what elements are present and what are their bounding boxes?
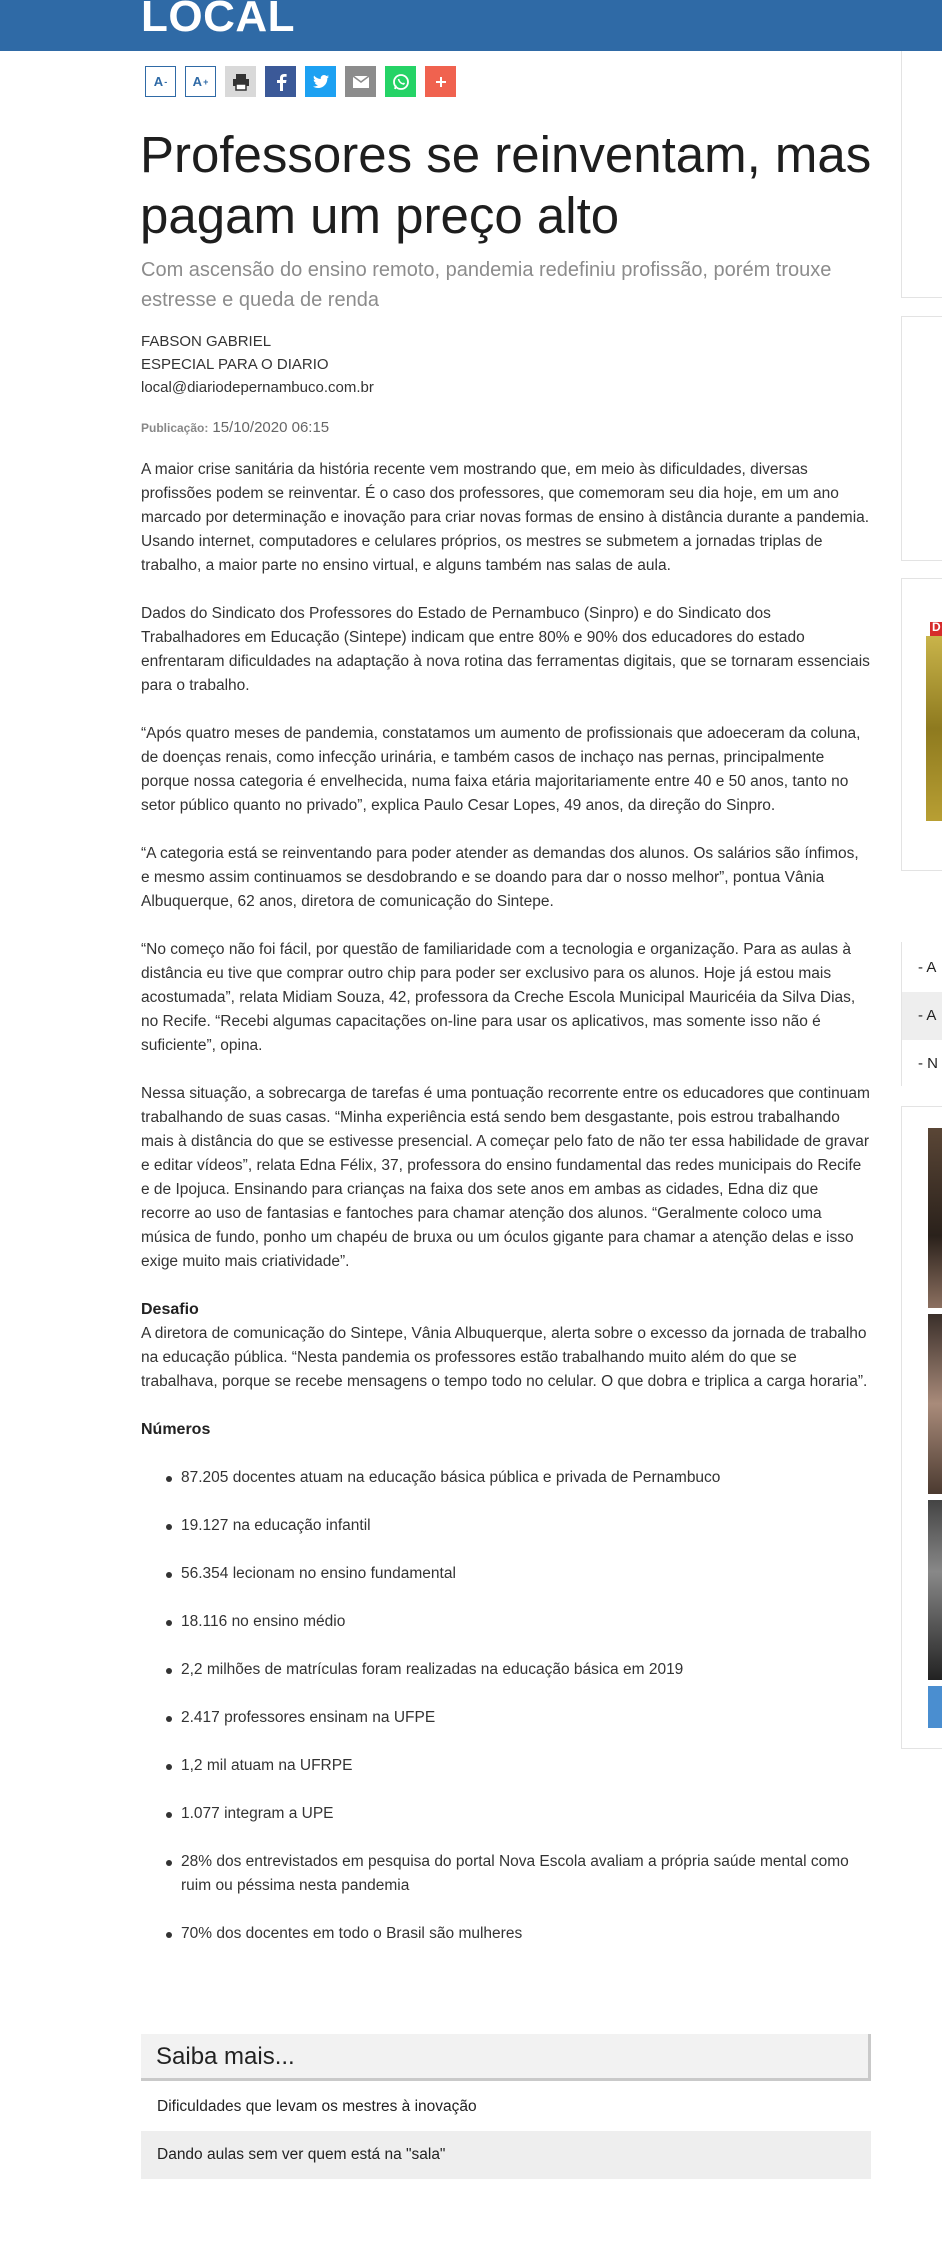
paragraph: A maior crise sanitária da história recente vem mostrando que, em meio às dificuldades, diversas profissões podem se reinventar. É o caso dos professores, que comemoram seu dia hoje, em um ano marcado por determinação e inovação para criar novas formas de ensino à distância durante a pandemia. Usando internet, computadores e celulares próprios, os mestres se submetem a jornadas triplas de trabalho, a maior parte no ensino virtual, e alguns também nas salas de aula. [141,461,870,574]
email-share-button[interactable] [345,66,376,97]
facebook-icon [274,73,288,91]
paragraph: Nessa situação, a sobrecarga de tarefas é uma pontuação recorrente entre os educadores que continuam trabalhando de suas casas. “Minha experiência está sendo bem desgastante, pois estrou trabalhando mais à distância do que se estivesse presencial. A começar pelo fato de não ter essa habilidade de gravar e editar vídeos”, relata Edna Félix, 37, professora do ensino fundamental das redes municipais do Recife e de Ipojuca. Ensinando para crianças na faixa dos sete anos em ambas as cidades, Edna diz que recorre ao uso de fantasias e fantoches para chamar atenção dos alunos. “Geralmente coloco uma música de fundo, ponho um chapéu de bruxa ou um óculos gigante para chamar a atenção delas e isso exige muito mais criatividade”. [141,1085,870,1270]
author-role: ESPECIAL PARA O DIARIO [141,356,329,373]
email-icon [353,76,369,88]
whatsapp-icon [392,73,410,91]
article-subtitle: Com ascensão do ensino remoto, pandemia redefiniu profissão, porém trouxe estresse e queda de renda [141,259,832,311]
publication-date [141,419,329,436]
paragraph: “A categoria está se reinventando para poder atender as demandas dos alunos. Os salários são ínfimos, e mesmo assim continuamos se desdobrando e se doando para dar o nosso melhor”, pontua Vânia Albuquerque, 62 anos, diretora de comunicação do Sintepe. [141,845,859,910]
sidebar-divider [901,1106,942,1107]
publication-label: Publicação: [141,421,209,435]
sidebar-red-label-text: D [932,620,941,634]
list-item: 2,2 milhões de matrículas foram realizadas na educação básica em 2019 [169,1658,871,1682]
sidebar-featured-image[interactable] [926,636,942,821]
section-title[interactable]: LOCAL [141,0,296,41]
sidebar-thumbnail[interactable] [928,1128,942,1308]
sidebar-border [901,1106,902,1748]
font-increase-suffix: + [203,76,209,87]
sidebar-border [901,316,902,560]
sidebar-divider [901,297,942,298]
numeros-list [141,1466,871,1946]
font-decrease-suffix: - [164,76,168,87]
author-email[interactable]: local@diariodepernambuco.com.br [141,379,374,396]
author-name: FABSON GABRIEL [141,333,272,350]
sidebar-divider [901,578,942,579]
list-item: 18.116 no ensino médio [169,1610,871,1634]
sidebar-thumbnail[interactable] [928,1500,942,1680]
saiba-mais-title: Saiba mais... [141,2034,871,2081]
print-icon [231,72,251,92]
sidebar-thumbnail[interactable] [928,1686,942,1728]
paragraph: “Após quatro meses de pandemia, constatamos um aumento de profissionais que adoeceram da coluna, de doenças renais, como infecção urinária, e também casos de inchaço nas pernas, principalmente porque nossa categoria é envelhecida, numa faixa etária majoritariamente entre 40 e 50 anos, tanto no setor público quanto no privado”, explica Paulo Cesar Lopes, 49 anos, da direção do Sinpro. [141,725,861,814]
article-headline: Professores se reinventam, mas pagam um preço alto [140,126,872,244]
paragraph: A diretora de comunicação do Sintepe, Vânia Albuquerque, alerta sobre o excesso da jornada de trabalho na educação pública. “Nesta pandemia os professores estão trabalhando muito além do que se trabalhava, porque se recebe mensagens o tempo todo no celular. O que dobra e triplica a carga horaria”. [141,1325,868,1390]
sidebar-border [901,578,902,870]
list-item: 70% dos docentes em todo o Brasil são mulheres [169,1922,871,1946]
print-button[interactable] [225,66,256,97]
paragraph: “No começo não foi fácil, por questão de familiaridade com a tecnologia e organização. Para as aulas à distância eu tive que comprar outro chip para poder ser exclusivo para os alunos. Hoje já estou mais acostumada”, relata Midiam Souza, 42, professora da Creche Escola Municipal Mauricéia da Silva Dias, no Recife. “Recebi algumas capacitações on-line para usar os aplicativos, mas somente isso não é suficiente”, opina. [141,941,856,1054]
facebook-share-button[interactable] [265,66,296,97]
list-item: 87.205 docentes atuam na educação básica pública e privada de Pernambuco [169,1466,871,1490]
font-decrease-label: A [153,74,164,89]
list-item: 2.417 professores ensinam na UFPE [169,1706,871,1730]
sidebar-divider [901,560,942,561]
list-item: 56.354 lecionam no ensino fundamental [169,1562,871,1586]
sidebar-link[interactable]: - A [902,992,942,1040]
paragraph: Dados do Sindicato dos Professores do Estado de Pernambuco (Sinpro) e do Sindicato dos Trabalhadores em Educação (Sintepe) indicam que entre 80% e 90% dos educadores do estado enfrentaram dificuldades na adaptação à nova rotina das ferramentas digitais, que se tornaram essenciais para o trabalho. [141,605,870,694]
sidebar-border [901,51,902,297]
whatsapp-share-button[interactable] [385,66,416,97]
font-increase-button[interactable] [185,66,216,97]
more-share-button[interactable] [425,66,456,97]
sidebar-link[interactable]: - A [918,959,937,976]
sidebar-divider [901,316,942,317]
twitter-icon [312,74,330,90]
saiba-mais-link[interactable]: Dificuldades que levam os mestres à inovação [141,2083,871,2131]
list-item: 1,2 mil atuam na UFRPE [169,1754,871,1778]
twitter-share-button[interactable] [305,66,336,97]
saiba-mais-link[interactable]: Dando aulas sem ver quem está na "sala" [141,2131,871,2179]
byline [141,330,374,399]
font-decrease-button[interactable] [145,66,176,97]
plus-icon [435,76,447,88]
sidebar-thumbnail[interactable] [928,1314,942,1494]
sidebar-link[interactable]: - N [918,1055,938,1072]
desafio-heading: Desafio [141,1301,199,1318]
sidebar-divider [901,870,942,871]
publication-date-value: 15/10/2020 06:15 [212,419,330,436]
list-item: 1.077 integram a UPE [169,1802,871,1826]
list-item: 19.127 na educação infantil [169,1514,871,1538]
numeros-heading: Números [141,1421,211,1438]
sidebar-red-label [930,622,942,636]
article-toolbar [145,66,465,97]
font-increase-label: A [192,74,203,89]
list-item: 28% dos entrevistados em pesquisa do portal Nova Escola avaliam a própria saúde mental como ruim ou péssima nesta pandemia [169,1850,871,1898]
sidebar-divider [901,1748,942,1749]
article-body [141,458,871,1970]
